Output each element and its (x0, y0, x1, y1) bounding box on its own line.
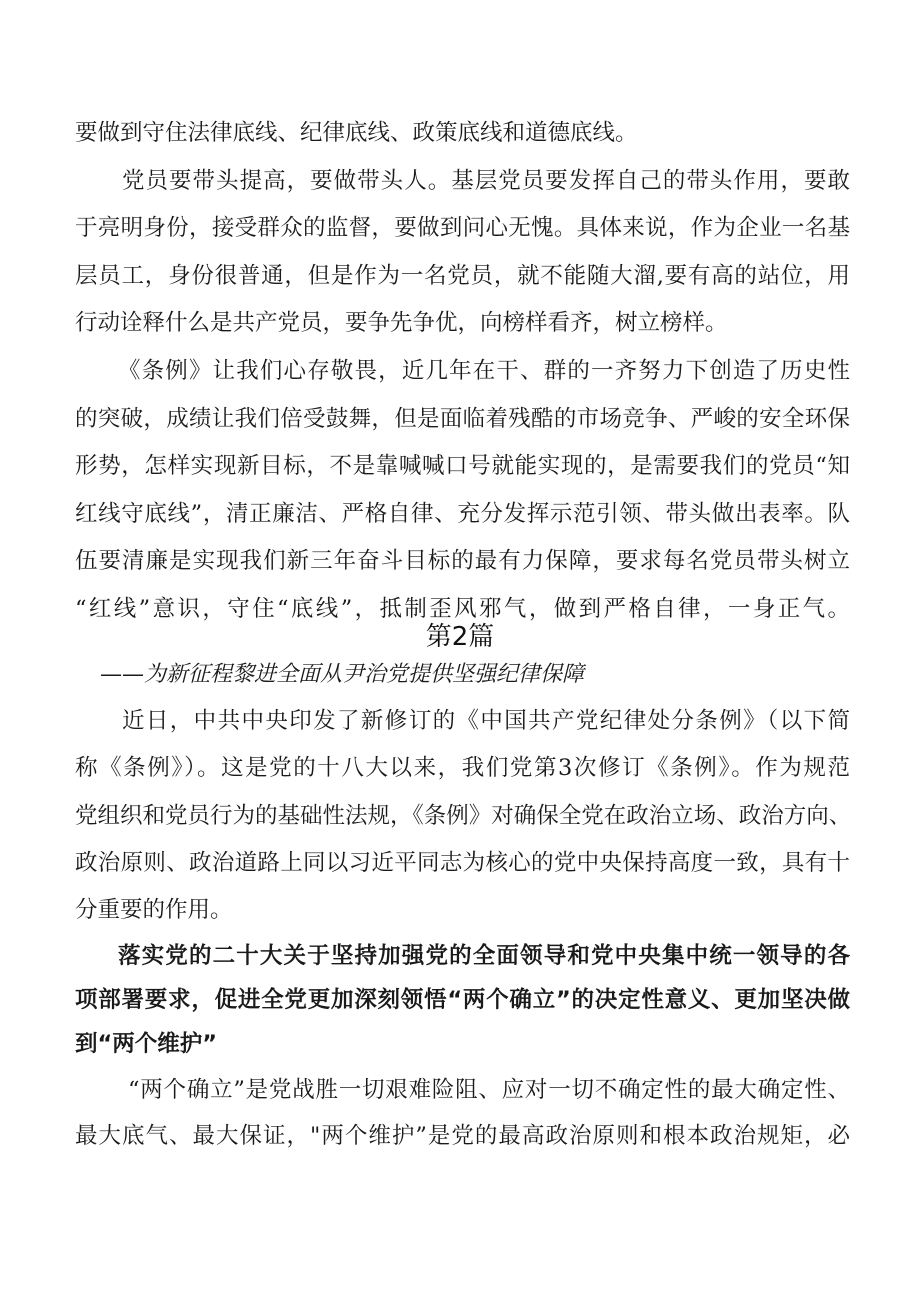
text-line: 党员要带头提高，要做带头人。基层党员要发挥自己的带头作用，要敢 (122, 168, 850, 194)
text-line: 称《条例》）。这是党的十八大以来，我们党第3次修订《条例》。作为规范 (75, 755, 850, 781)
text-line: 层员工，身份很普通，但是作为一名党员，就不能随大溜,要有高的站位，用 (75, 263, 850, 289)
text-line: 于亮明身份，接受群众的监督，要做到问心无愧。具体来说，作为企业一名基 (75, 215, 850, 241)
text-line: 行动诠释什么是共产党员，要争先争优，向榜样看齐，树立榜样。 (75, 310, 728, 336)
text-line: “两个确立”是党战胜一切艰难险阻、应对一切不确定性的最大确定性、 (128, 1077, 850, 1103)
bold-heading-line: 落实党的二十大关于坚持加强党的全面领导和党中央集中统一领导的各 (118, 943, 850, 969)
text-line: 最大底气、最大保证，"两个维护”是党的最高政治原则和根本政治规矩，必 (75, 1123, 850, 1149)
bold-heading-line: 到“两个维护” (75, 1031, 218, 1057)
section-subtitle: ——为新征程黎进全面从尹治党提供坚强纪律保障 (100, 662, 585, 687)
text-line: 政治原则、政治道路上同以习近平同志为核心的党中央保持高度一致，具有十 (75, 850, 850, 876)
text-line: 红线守底线”，清正廉洁、严格自律、充分发挥示范引领、带头做出表率。队 (75, 501, 850, 527)
text-line: 近日，中共中央印发了新修订的《中国共产党纪律处分条例》（以下简 (122, 708, 850, 734)
section-title: 第2篇 (425, 622, 495, 652)
text-line: 《条例》让我们心存敬畏，近几年在干、群的一齐努力下创造了历史性 (118, 358, 850, 384)
text-line: 要做到守住法律底线、纪律底线、政策底线和道德底线。 (75, 120, 638, 146)
text-line: 分重要的作用。 (75, 897, 233, 923)
text-line: 党组织和党员行为的基础性法规，《条例》对确保全党在政治立场、政治方向、 (75, 803, 852, 829)
text-line: 形势，怎样实现新目标，不是靠喊喊口号就能实现的，是需要我们的党员“知 (75, 453, 850, 479)
bold-heading-line: 项部署要求，促进全党更加深刻领悟“两个确立”的决定性意义、更加坚决做 (75, 987, 850, 1013)
text-line: 伍要清廉是实现我们新三年奋斗目标的最有力保障，要求每名党员带头树立 (75, 548, 850, 574)
text-line: 的突破，成绩让我们倍受鼓舞，但是面临着残酷的市场竞争、严峻的安全环保 (75, 406, 850, 432)
text-line: “红线”意识，守住“底线”，抵制歪风邪气，做到严格自律，一身正气。 (75, 596, 850, 622)
